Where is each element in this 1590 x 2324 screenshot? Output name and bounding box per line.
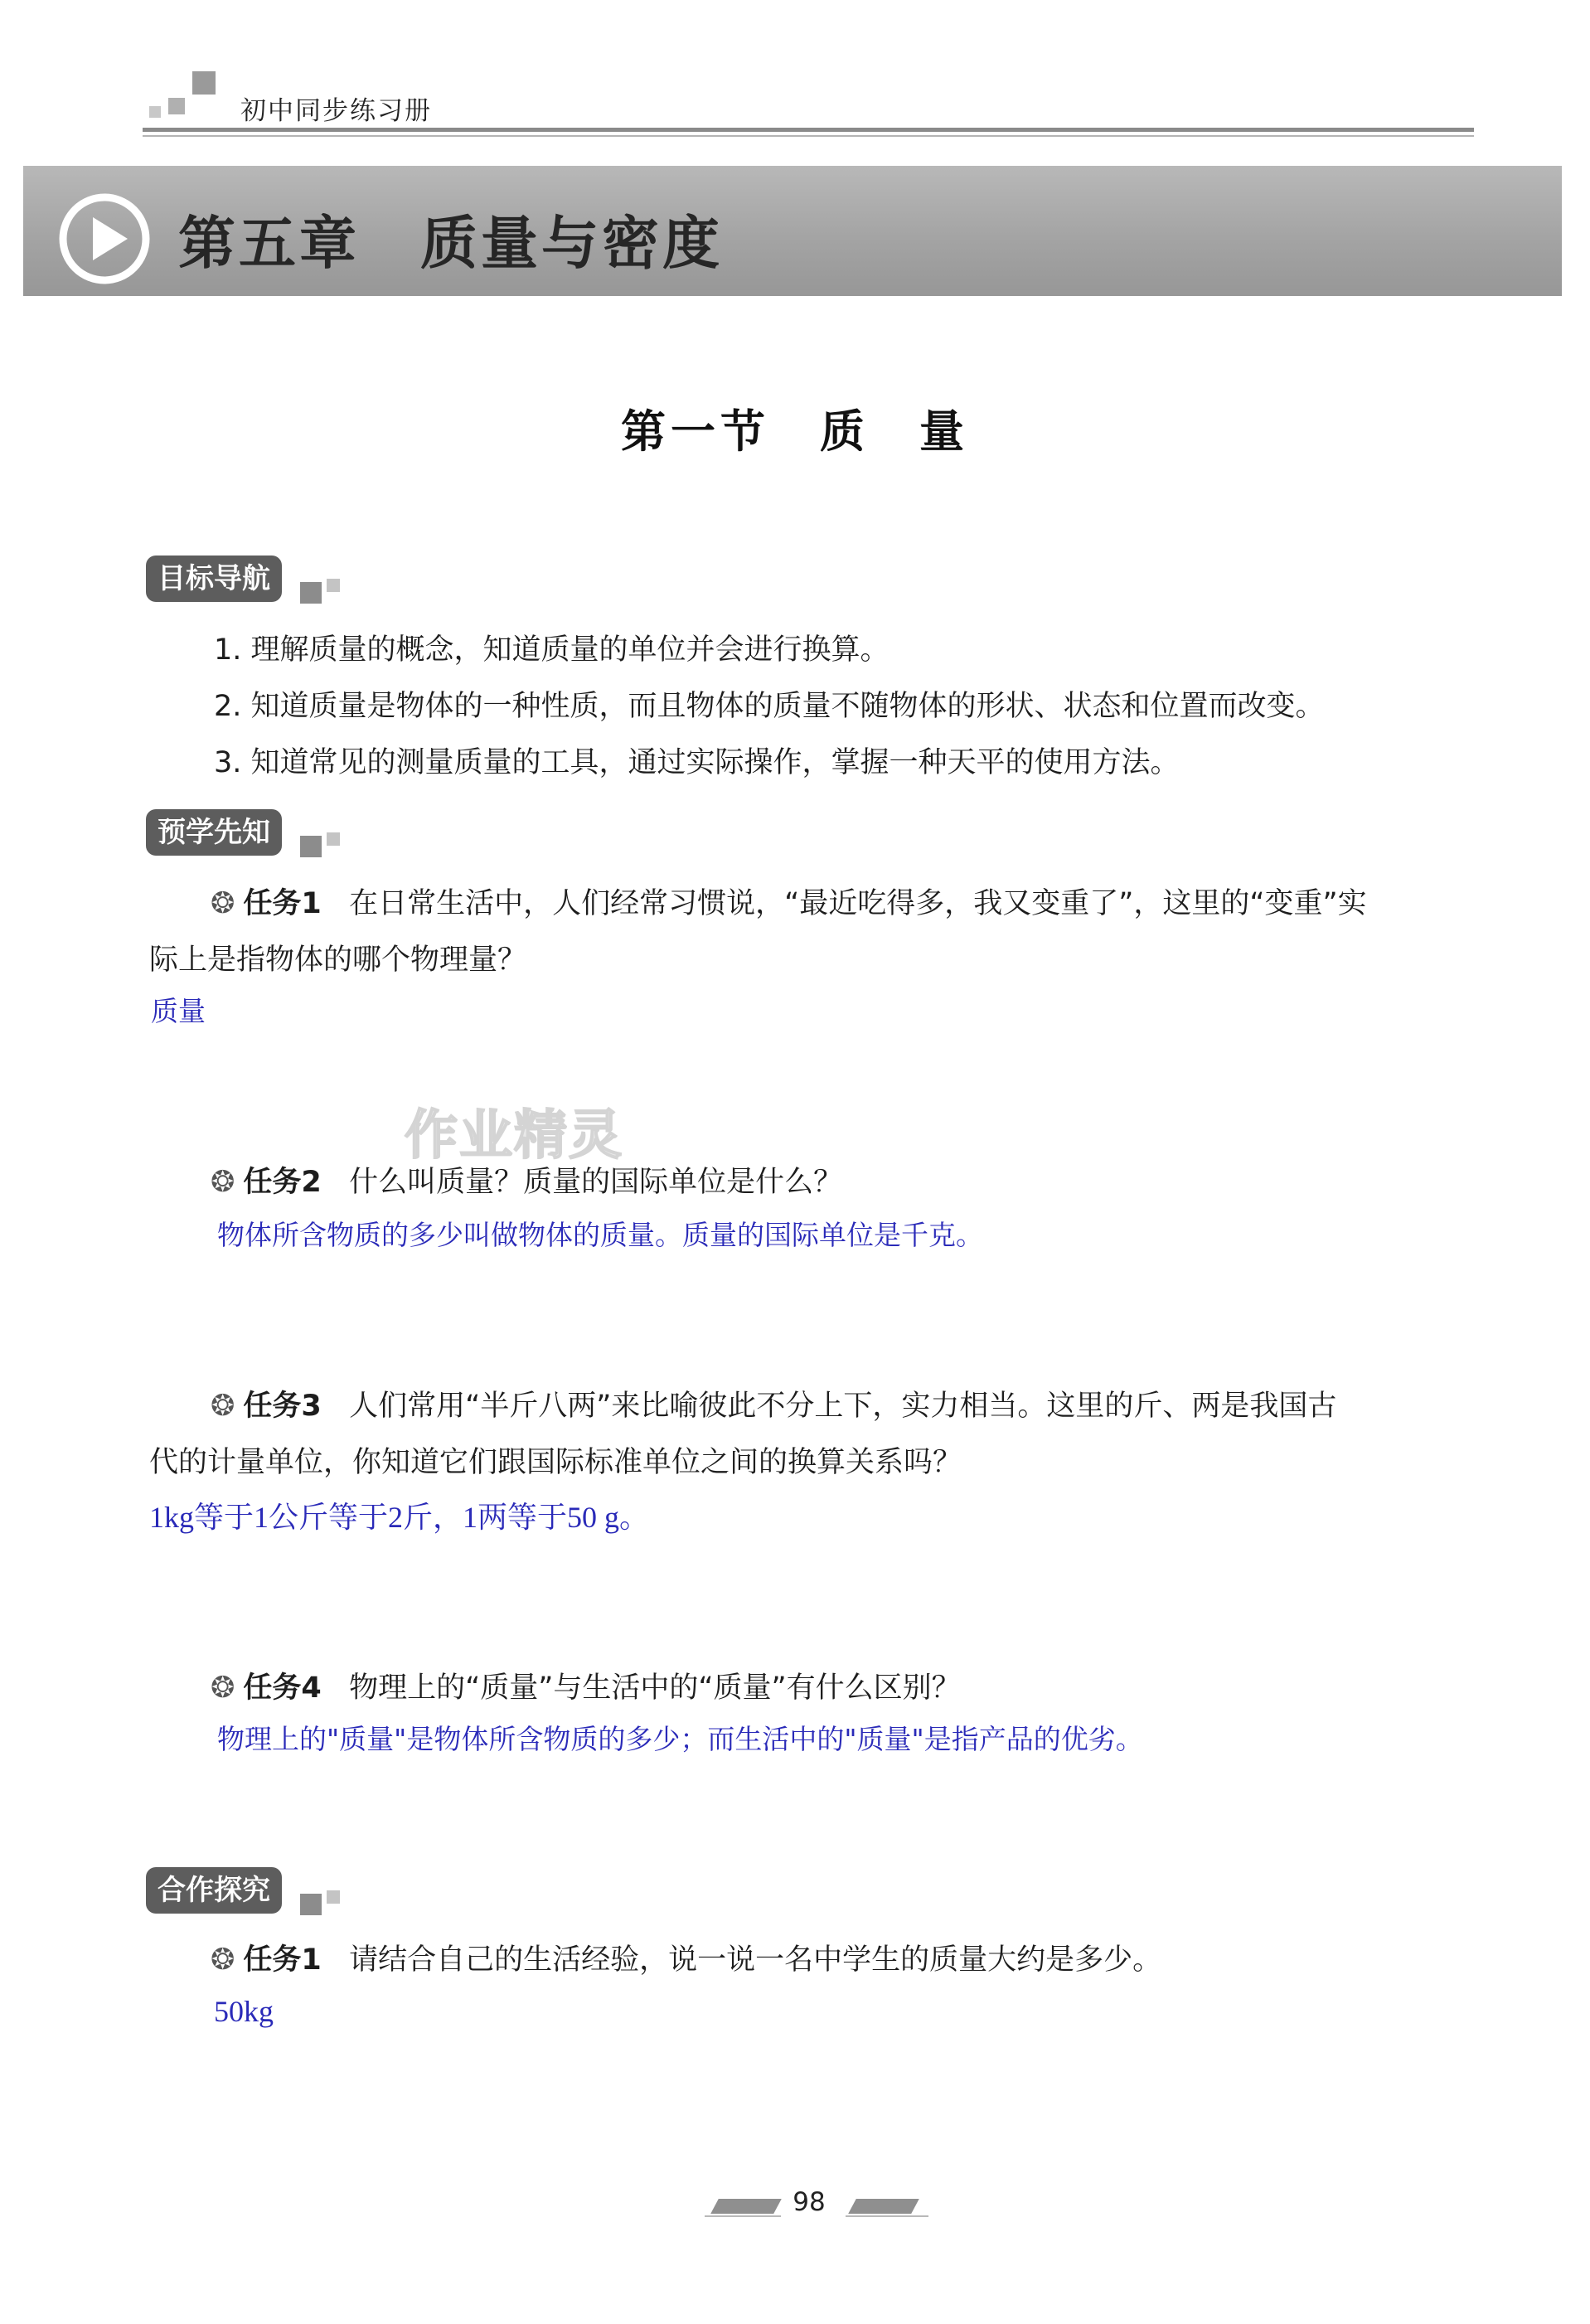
task-question-text: 人们常用“半斤八两”来比喻彼此不分上下，实力相当。这里的斤、两是我国古 [349,1390,1337,1423]
task-label: 任务2 [243,1166,322,1199]
task-question [211,876,1367,933]
tag-decoration [300,1894,322,1915]
tag-preview: 预学先知 [146,809,282,856]
goal-item: 1. 理解质量的概念，知道质量的单位并会进行换算。 [214,633,890,667]
task-answer: 物理上的"质量"是物体所含物质的多少；而生活中的"质量"是指产品的优劣。 [217,1723,1143,1755]
task-question-continued: 际上是指物体的哪个物理量？ [149,944,527,977]
watermark: 作业精灵 [405,1105,623,1167]
task-question-text: 什么叫质量？质量的国际单位是什么？ [349,1166,843,1199]
gear-icon: ❂ [211,1166,235,1199]
tag-goals: 目标导航 [146,556,282,602]
task-question-text: 请结合自己的生活经验，说一说一名中学生的质量大约是多少。 [349,1943,1162,1977]
task-question [211,1154,842,1211]
task-answer: 质量 [151,995,206,1027]
header-rule-thin [143,135,1474,137]
footer-bar-left [710,2199,782,2214]
gear-icon: ❂ [211,1943,235,1977]
section-title: 第一节 质 量 [621,405,969,458]
tag-cooperate: 合作探究 [146,1867,282,1914]
chapter-title: 第五章 质量与密度 [178,211,723,277]
task-label: 任务3 [243,1390,322,1423]
task-question-continued: 代的计量单位，你知道它们跟国际标准单位之间的换算关系吗？ [149,1446,962,1479]
goal-item: 2. 知道质量是物体的一种性质，而且物体的质量不随物体的形状、状态和位置而改变。 [214,690,1325,723]
gear-icon: ❂ [211,887,235,920]
play-circle-icon [58,192,151,285]
goal-item: 3. 知道常见的测量质量的工具，通过实际操作，掌握一种天平的使用方法。 [214,746,1180,779]
tag-decoration [300,836,322,857]
header-rule [143,128,1474,132]
page-number: 98 [793,2187,826,2217]
task-answer: 1kg等于1公斤等于2斤，1两等于50 g。 [149,1501,650,1534]
footer-bar-right [848,2199,919,2214]
book-title: 初中同步练习册 [240,96,432,126]
tag-decoration-small [327,832,340,846]
task-label: 任务1 [243,887,322,920]
task-question-text: 物理上的“质量”与生活中的“质量”有什么区别？ [349,1671,961,1705]
header-square-large [192,71,216,95]
task-question [211,1378,1336,1435]
header-square-medium [168,98,185,114]
footer-line-right [846,2215,928,2217]
task-label: 任务4 [243,1671,322,1705]
tag-decoration-small [327,579,340,592]
footer-line-left [705,2215,781,2217]
task-answer: 50kg [214,1995,274,2028]
task-label: 任务1 [243,1943,322,1977]
task-question-text: 在日常生活中，人们经常习惯说，“最近吃得多，我又变重了”，这里的“变重”实 [349,887,1367,920]
tag-decoration [300,582,322,604]
task-question [211,1932,1161,1989]
gear-icon: ❂ [211,1671,235,1705]
task-answer: 物体所含物质的多少叫做物体的质量。质量的国际单位是千克。 [217,1219,983,1251]
task-question [211,1660,961,1717]
gear-icon: ❂ [211,1390,235,1423]
tag-decoration-small [327,1890,340,1904]
header-square-small [149,106,161,118]
